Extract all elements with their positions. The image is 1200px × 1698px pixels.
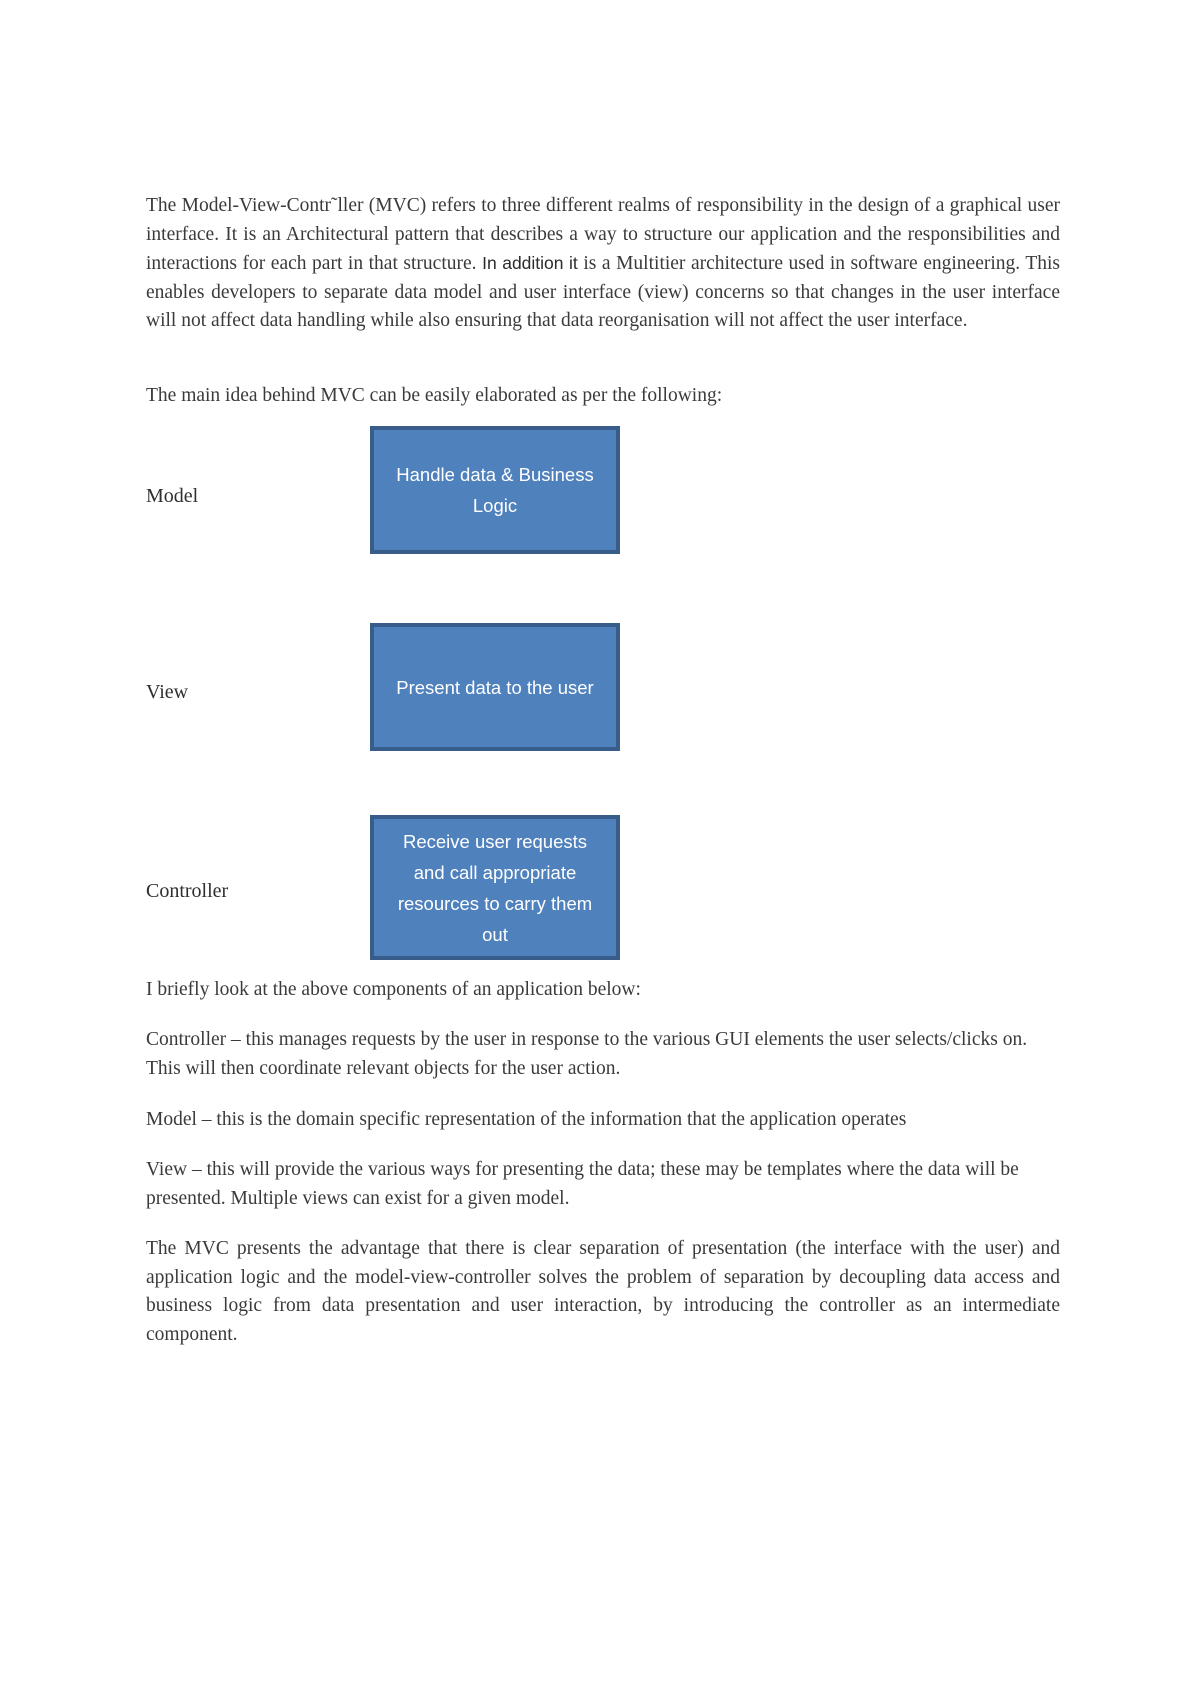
components-intro-paragraph: I briefly look at the above components of an application below: <box>146 979 641 1000</box>
diagram-box-view-text: Present data to the user <box>396 676 594 698</box>
controller-description: Controller – this manages requests by the user in response to the various GUI elements the user selects/clicks on. This will then coordinate relevant objects for the user action. <box>146 1029 1028 1079</box>
intro-text-start: The Model-View-Contr˜ller (MVC) refers to three different realms of responsibility in the design of a graphical user interface. It is an Architectural pattern that describes a way to structure our application and the responsibilities and interactions for each part in that structure. <box>146 195 1060 275</box>
diagram-label-view: View <box>146 681 189 703</box>
intro-paragraph <box>146 192 1060 336</box>
diagram-label-model: Model <box>146 485 199 507</box>
lead-in-paragraph: The main idea behind MVC can be easily elaborated as per the following: <box>146 385 723 406</box>
diagram-box-controller-text: Receive user requests and call appropriate resources to carry them out <box>397 830 593 945</box>
intro-text-end: is a Multitier architecture used in software engineering. This enables developers to separate data model and user interface (view) concerns so that changes in the user interface will not affect data handling while also ensuring that data reorganisation will not affect the user interface. <box>146 253 1060 332</box>
diagram-box-model <box>370 426 620 554</box>
diagram-box-controller <box>370 815 620 960</box>
diagram-label-controller: Controller <box>146 880 229 902</box>
model-description: Model – this is the domain specific representation of the information that the application operates <box>146 1109 907 1130</box>
intro-text-sans: In addition it <box>482 253 578 274</box>
advantage-paragraph: The MVC presents the advantage that there is clear separation of presentation (the interface with the user) and application logic and the model-view-controller solves the problem of separation by decoupling data access and business logic from data presentation and user interaction, by introducing the controller as an intermediate component. <box>146 1238 1060 1345</box>
view-description: View – this will provide the various ways for presenting the data; these may be templates where the data will be presented. Multiple views can exist for a given model. <box>146 1159 1019 1209</box>
diagram-box-view <box>370 623 620 751</box>
diagram-box-model-text: Handle data & Business Logic <box>396 464 594 516</box>
